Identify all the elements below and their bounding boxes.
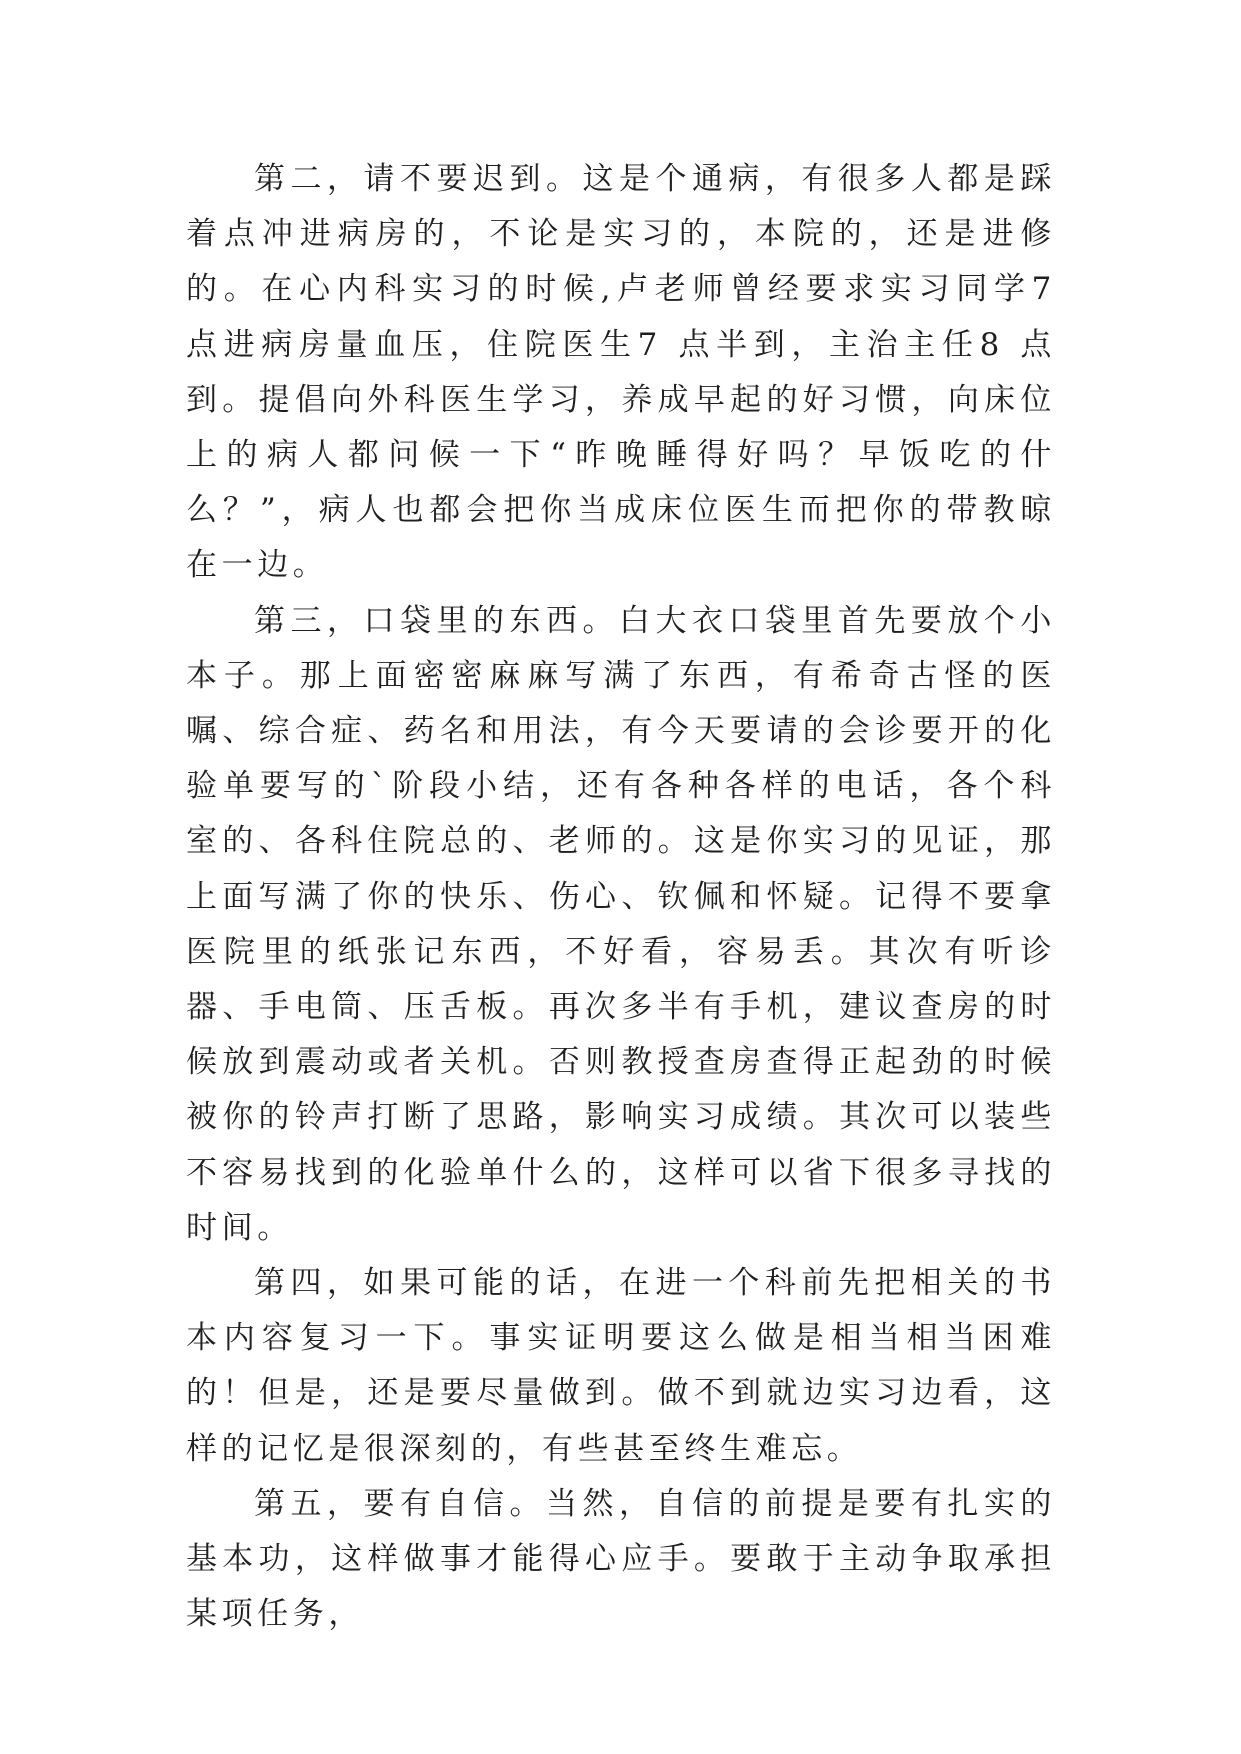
paragraph-third-point: 第三，口袋里的东西。白大衣口袋里首先要放个小本子。那上面密密麻麻写满了东西，有希奇古怪的医嘱、综合症、药名和用法，有今天要请的会诊要开的化验单要写的`阶段小结，还有各种各样的电话，各个科室的、各科住院总的、老师的。这是你实习的见证，那上面写满了你的快乐、伤心、钦佩和怀疑。记得不要拿医院里的纸张记东西，不好看，容易丢。其次有听诊器、手电筒、压舌板。再次多半有手机，建议查房的时候放到震动或者关机。否则教授查房查得正起劲的时候被你的铃声打断了思路，影响实习成绩。其次可以装些不容易找到的化验单什么的，这样可以省下很多寻找的时间。 bbox=[186, 602, 1056, 1246]
paragraph-second-point: 第二，请不要迟到。这是个通病，有很多人都是踩着点冲进病房的，不论是实习的，本院的，还是进修的。在心内科实习的时候,卢老师曾经要求实习同学7 点进病房量血压，住院医生7 点半到，主治主任8 点到。提倡向外科医生学习，养成早起的好习惯，向床位上的病人都问候一下“昨晚睡得好吗？早饭吃的什么？”，病人也都会把你当成床位医生而把你的带教晾在一边。 bbox=[186, 161, 1056, 584]
document-body bbox=[186, 152, 1056, 1642]
paragraph-fifth-point: 第五，要有自信。当然，自信的前提是要有扎实的基本功，这样做事才能得心应手。要敢于主动争取承担某项任务， bbox=[186, 1485, 1056, 1633]
paragraph-fourth-point: 第四，如果可能的话，在进一个科前先把相关的书本内容复习一下。事实证明要这么做是相当相当困难的！但是，还是要尽量做到。做不到就边实习边看，这样的记忆是很深刻的，有些甚至终生难忘。 bbox=[186, 1265, 1056, 1467]
